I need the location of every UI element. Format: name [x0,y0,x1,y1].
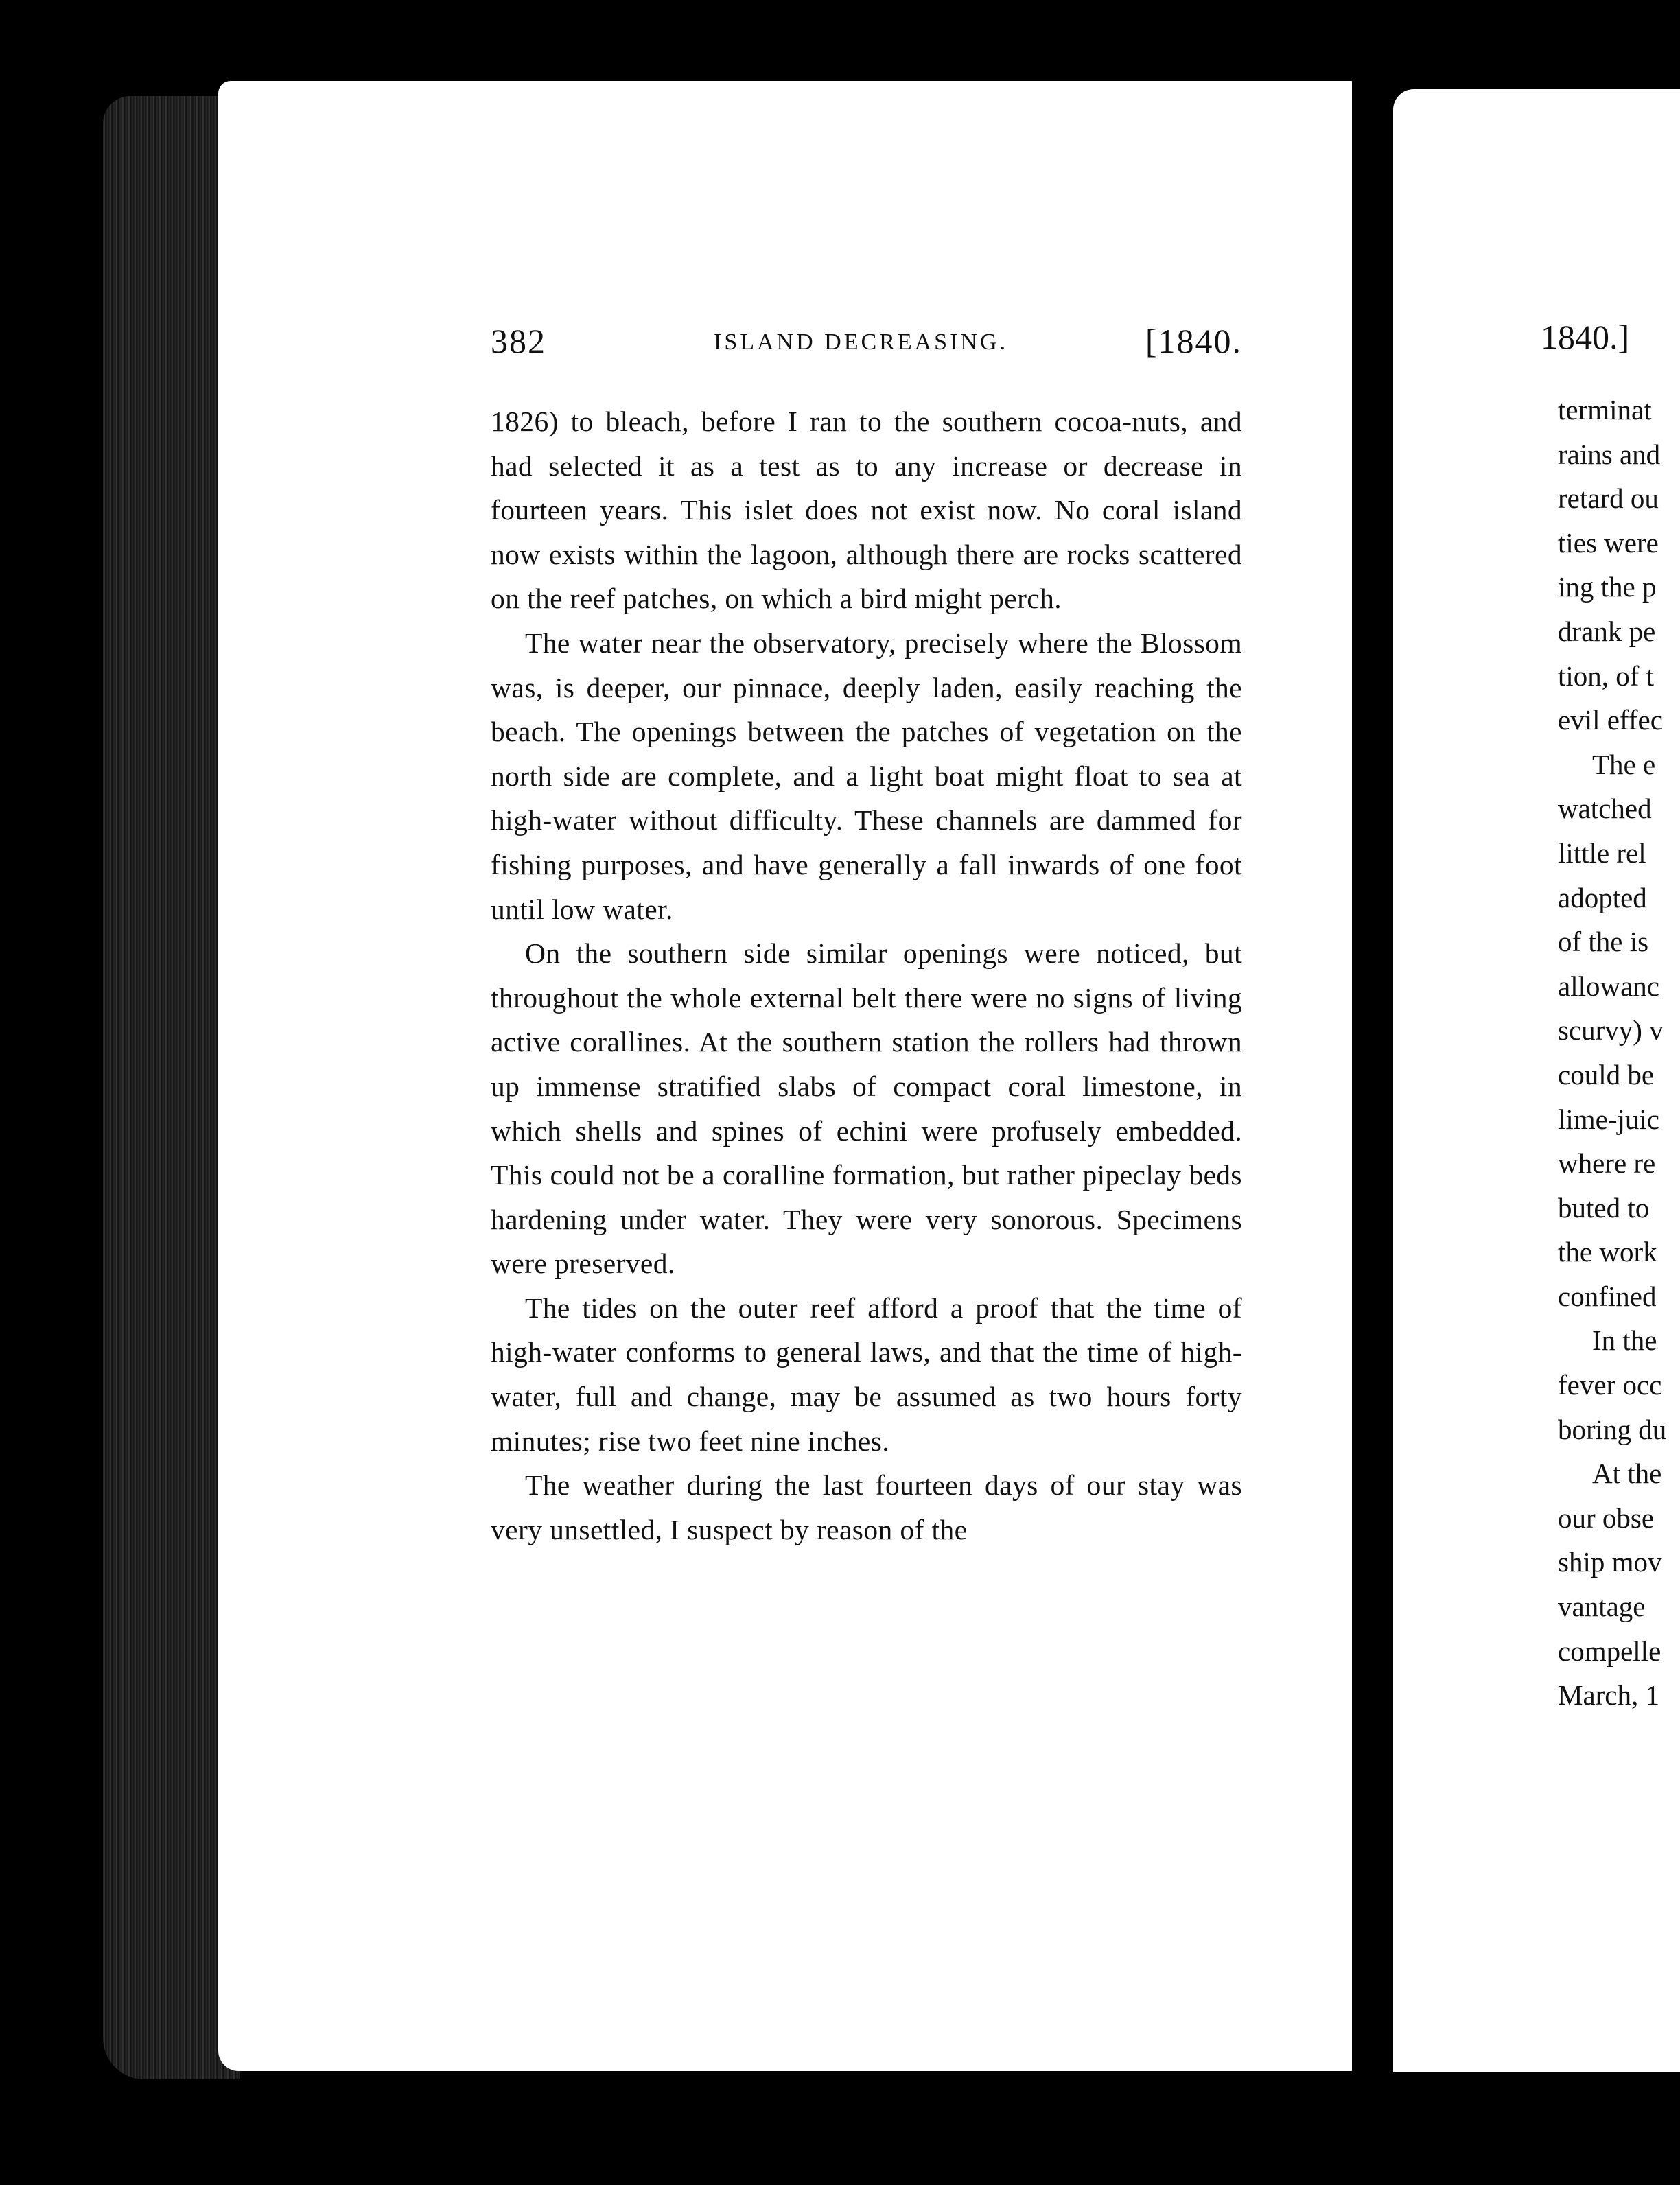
text-line: evil effec [1558,704,1663,736]
text-line: our obse [1558,1502,1655,1534]
text-line: the work [1558,1236,1657,1268]
text-line: where re [1558,1147,1656,1180]
paragraph: On the southern side similar openings were noticed, but throughout the whole external belt there were no signs of living active corallines. At the southern station the rollers had thrown up immense stratified slabs of compact coral limestone, in which shells and spines of echini were profusely embedded. This could not be a coralline formation, but rather pipeclay beds hardening under water. They were very sonorous. Specimens were preserved. [491,937,1242,1280]
left-page-body [491,399,1242,1552]
text-line: March, 1 [1558,1679,1660,1711]
paragraph: The tides on the outer reef afford a proof that the time of high-water conforms to general laws, and that the time of high-water, full and change, may be assumed as two hours forty minutes; rise two feet nine inches. [491,1292,1242,1457]
running-head: ISLAND DECREASING. [714,329,1008,355]
right-page-body [1558,388,1680,1718]
text-line: compelle [1558,1635,1661,1667]
text-line: watched [1558,793,1652,825]
text-line: ship mov [1558,1546,1662,1578]
page-number: 382 [491,322,546,360]
header-year: [1840. [1145,322,1242,360]
text-line: could be [1558,1058,1655,1090]
text-line: In the [1592,1324,1657,1357]
book-gutter [1352,69,1393,2127]
text-line: lime-juic [1558,1103,1660,1135]
paragraph: The water near the observatory, precisely where the Blossom was, is deeper, our pinnace, deeply laden, easily reaching the beach. The openings between the patches of vegetation on the north side are complete, and a light boat might float to sea at high-water without difficulty. These channels are dammed for fishing purposes, and have generally a fall inwards of one foot until low water. [491,627,1242,925]
text-line: retard ou [1558,482,1659,515]
text-line: boring du [1558,1413,1667,1445]
text-line: adopted [1558,881,1647,913]
text-line: ties were [1558,526,1659,559]
text-line: tion, of t [1558,659,1655,692]
text-line: terminat [1558,394,1652,425]
text-line: buted to [1558,1191,1650,1224]
text-line: confined [1558,1280,1657,1312]
text-line: drank pe [1558,615,1656,647]
text-line: The e [1592,748,1656,780]
paragraph: The weather during the last fourteen days of our stay was very unsettled, I suspect by reason of the [491,1469,1242,1545]
text-line: fever occ [1558,1369,1662,1401]
paragraph: 1826) to bleach, before I ran to the southern cocoa-nuts, and had selected it as a test as to any increase or decrease in fourteen years. This islet does not exist now. No coral island now exists within the lagoon, although there are rocks scattered on the reef patches, on which a bird might perch. [491,406,1242,615]
left-page-header [491,321,1242,369]
text-line: vantage [1558,1591,1646,1623]
text-line: scurvy) v [1558,1014,1664,1047]
text-line: At the [1592,1458,1662,1490]
text-line: rains and [1558,438,1661,470]
text-line: little rel [1558,837,1646,869]
text-line: ing the p [1558,571,1657,603]
right-page-header: 1840.] [1541,318,1630,356]
text-line: allowanc [1558,970,1659,1002]
text-line: of the is [1558,926,1649,958]
